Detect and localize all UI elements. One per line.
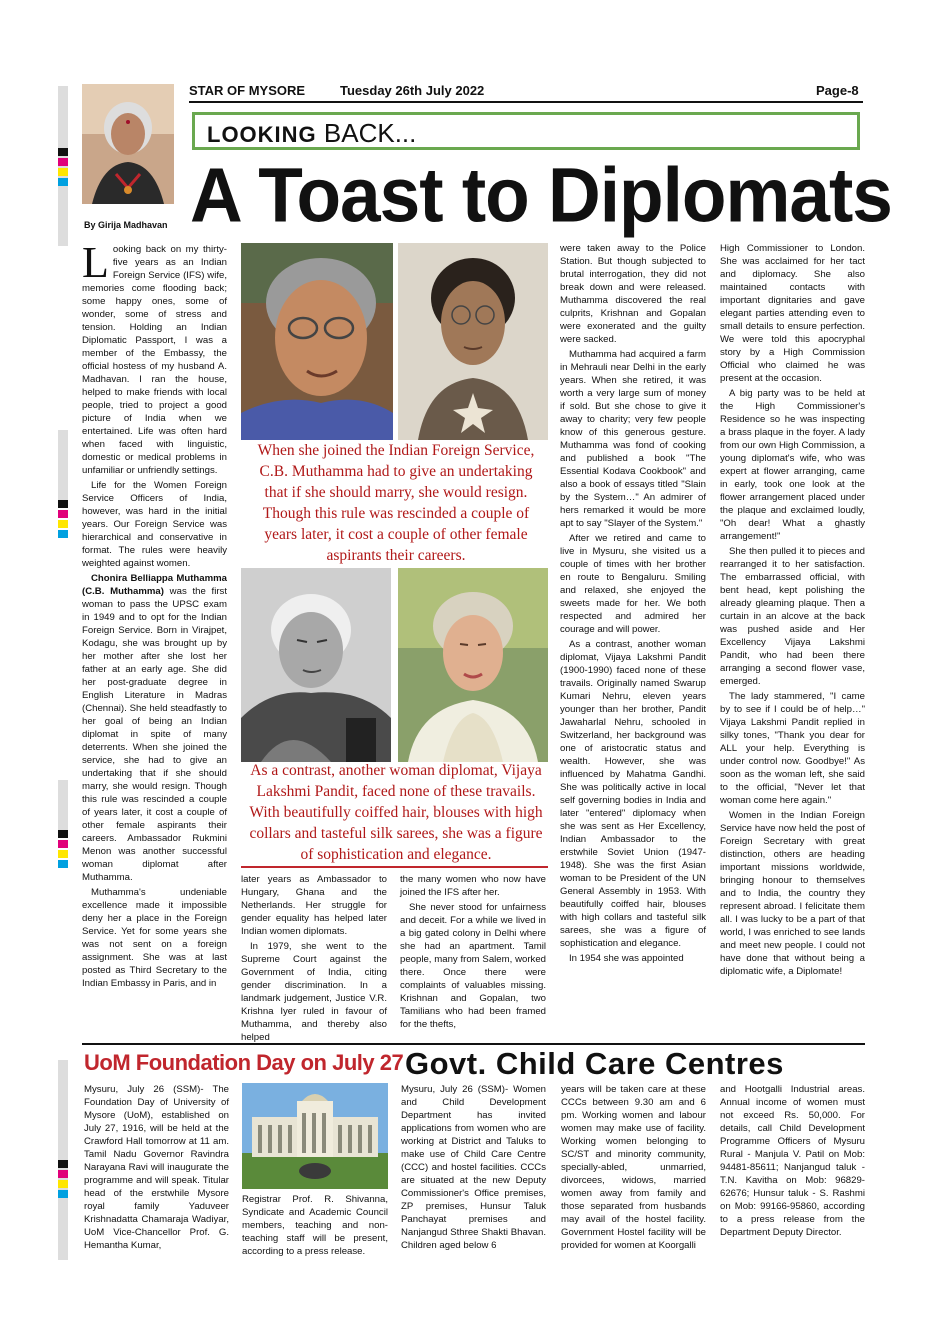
column-label-bold: LOOKING (207, 122, 317, 147)
header-rule (189, 101, 863, 103)
childcare-column-2 (561, 1083, 706, 1254)
article-paragraph: Life for the Women Foreign Service Officers of India, however, was hard in the initial years. Our Foreign Service was hierarchical and conservative in format. The rules were heavily weighted against women. (82, 480, 227, 569)
column-label (207, 118, 416, 150)
headline: A Toast to Diplomats (190, 153, 892, 239)
muthamma-name-lead: Chonira Belliappa Muthamma (C.B. Muthamma) (82, 573, 227, 597)
byline: By Girija Madhavan (84, 220, 168, 230)
muthamma-elderly-photo (241, 243, 393, 440)
article-paragraph-text: was the first woman to pass the UPSC exam in 1949 and to opt for the Indian Foreign Service. Born in Virajpet, Kodagu, she was brought up by her mother after she lost her father at an early age. She did her post-graduate degree in English Literature in Madras (Chennai). She held steadfastly to her goal of being an Indian diplomat in spite of many deterrents. When she joined the service, she had to give an undertaking that if she should marry, she would resign. Though this rule was rescinded a couple of years later, it cost a couple of other female aspirants their careers. Ambassador Rukmini Menon was another successful woman diplomat after Muthamma. (82, 586, 227, 883)
pull-quote-rule (241, 866, 548, 868)
article-column-1 (82, 238, 227, 992)
registration-mark (58, 840, 68, 848)
article-column-5 (720, 242, 865, 980)
childcare-column-1 (401, 1083, 546, 1254)
article-paragraph: In 1979, she went to the Supreme Court against the Government of India, citing gender discrimination. In a landmark judgement, Justice V.R. Krishna Iyer ruled in favour of Muthamma, and thereby also helped (241, 941, 387, 1043)
article-paragraph: In 1954 she was appointed (569, 953, 684, 964)
article-column-4 (560, 242, 706, 967)
registration-mark (58, 850, 68, 858)
registration-mark (58, 148, 68, 156)
article-paragraph (82, 572, 227, 884)
muthamma-young-photo (398, 243, 548, 440)
article-paragraph: the many women who now have joined the IFS after her. (400, 874, 546, 898)
registration-mark (58, 520, 68, 528)
registration-mark (58, 1190, 68, 1198)
article-paragraph: A big party was to be held at the High Commissioner's Residence so he was inspecting a brass plaque in the foyer. A lady from our own High Commission, a young diplomat's wife, who was expert at flower arranging, came in early, took one look at the flower arrangement placed under the plaque and exclaimed loudly, "Oh dear! What a ghastly arrangement!" (720, 388, 865, 542)
paper-name: STAR OF MYSORE (189, 83, 306, 98)
pull-quote-2: As a contrast, another woman diplomat, Vijaya Lakshmi Pandit, faced none of these travails. With beautifully coiffed hair, blouses with high collars and tasteful silk sarees, she was a figure of sophistication and elegance. (249, 762, 543, 863)
article-paragraph: Women in the Indian Foreign Service have now held the post of Foreign Secretary with great distinction, others are heading important missions worldwide, bringing honour to themselves and to India, the country they represent abroad. I felicitate them all. I was lucky to be a part of that world, I was enriched to see lands and meet new people. I could not have done that without being a diplomatic wife, a Diplomate! (720, 810, 865, 977)
article-paragraph: Muthamma's undeniable excellence made it impossible deny her a place in the Foreign Service. Yet for some years she was not sent on a foreign assignment. She was at last posted as Third Secretary to the Indian Embassy in Paris, and in (82, 887, 227, 989)
registration-bar (58, 780, 68, 830)
childcare-paragraph: Mysuru, July 26 (SSM)- Women and Child Development Department has invited applications from women who are working at District and Taluks to make use of Child Care Centre (CCC) and hostel facilities. CCCs are situated at the new Deputy Commissioner's Office premises, ZP premises, Hunsur Taluk Panchayat premises and Nanjangud Sthree Shakti Bhavan. Children aged below 6 (401, 1084, 546, 1251)
article-paragraph: She then pulled it to pieces and rearranged it to her satisfaction. The embarrassed official, with bent head, kept polishing the already gleaming plaque. Then a curtain in an alcove at the back was pushed aside and Her Excellency Vijaya Lakshmi Pandit, who had been there arranging a second flower vase, emerged. (720, 546, 865, 687)
uom-paragraph: Registrar Prof. R. Shivanna, Syndicate and Academic Council members, teaching and non-teaching staff will be present, according to a press release. (242, 1194, 388, 1257)
uom-column-1 (84, 1083, 229, 1254)
registration-mark (58, 500, 68, 508)
registration-mark (58, 158, 68, 166)
childcare-headline: Govt. Child Care Centres (405, 1046, 784, 1081)
article-paragraph: The lady stammered, "I came by to see if I could be of help…" Vijaya Lakshmi Pandit replied in silky tones, "Thank you dear for ALL your help. Everything is under control now. Goodbye!" As soon as the woman left, she said to the official, "Never let that woman come here again." (720, 691, 865, 806)
pull-quote-1: When she joined the Indian Foreign Service, C.B. Muthamma had to give an undertaking that if she should marry, she would resign. Though this rule was rescinded a couple of years later, it cost a couple of other female aspirants their careers. (257, 442, 535, 564)
uom-paragraph: Mysuru, July 26 (SSM)- The Foundation Day of University of Mysore (UoM), established on July 27, 1916, will be held at the Crawford Hall tomorrow at 11 am. Tamil Nadu Governor Ravindra Narayana Ravi will inaugurate the programme and will speak. Titular head of the erstwhile Mysore royal family Yaduveer Krishnadatta Chamaraja Wadiyar, UoM Vice-Chancellor Prof. G. Hemantha Kumar, (84, 1084, 229, 1251)
article-paragraph: later years as Ambassador to Hungary, Ghana and the Netherlands. Her struggle for gender equality has helped later Indian women diplomats. (241, 874, 387, 937)
article-paragraph: After we retired and came to live in Mysuru, she visited us a couple of times with her brother en route to Bengaluru. Smiling and relaxed, she enjoyed the sweets made for her. We both respected and admired her courage and will power. (560, 533, 706, 635)
article-paragraph: High Commissioner to London. She was acclaimed for her tact and diplomacy. She also maintained contacts with important dignitaries and gave elegant parties attending even to small details to ensure perfection. We were told this apocryphal story by a High Commission Official who claimed he was present at the occasion. (720, 243, 865, 384)
article-paragraph: As a contrast, another woman diplomat, Vijaya Lakshmi Pandit (1900-1990) faced none of these travails. Originally named Swarup Kumari Nehru, eleven years younger than her brother, Pandit Jawaharlal Nehru, schooled in Switzerland, her background was one of aristocratic status and wealth. However, she was influenced by Mahatma Gandhi. She was politically active in local self governing bodies in India and later "entered" diplomacy when she was sent as Her Excellency, Indian Ambassador to the erstwhile Soviet Union (1947-1948). She was the first Asian woman to be President of the UN General Assembly in 1953. With beautifully coiffed hair, blouses with high collars and tasteful silk sarees, she was a figure of sophistication and elegance. (560, 639, 706, 949)
article-paragraph-text: ooking back on my thirty-five years as an Indian Foreign Service (IFS) wife, memories come flooding back; some happy ones, some of wonder, some of stress and tension. Holding an Indian Diplomatic Passport, I was a member of the Embassy, the official hostess of my husband A. Madhavan. I ran the house, helped to make friends with local people, tried to project a good picture of India when we entertained. Life was often hard when faced with linguistic, domestic or medical problems in unfamiliar or unfriendly settings. (82, 244, 227, 476)
article-paragraph: Muthamma had acquired a farm in Mehrauli near Delhi in the early years. When she retired, it was worth a very large sum of money if sold. But she chose to give it away to charity; very few people know of this generous gesture. Muthamma was fond of cooking and published a book "The Essential Kodava Cookbook" and also a book of essays titled "Slain by the System…" An admirer of hers remarked it would be more apt to say "Slayer of the System." (560, 349, 706, 529)
childcare-column-3 (720, 1083, 865, 1241)
registration-mark (58, 830, 68, 838)
uom-column-2 (242, 1193, 388, 1260)
page-number: Page-8 (816, 83, 859, 98)
article-column-3 (400, 873, 546, 1033)
author-portrait (82, 84, 174, 204)
registration-mark (58, 860, 68, 868)
section-divider (82, 1043, 865, 1045)
uom-headline: UoM Foundation Day on July 27 (84, 1050, 404, 1075)
drop-cap: L (82, 238, 109, 287)
column-label-rest: BACK... (323, 118, 417, 148)
registration-mark (58, 1170, 68, 1178)
pandit-elderly-photo (241, 568, 391, 762)
registration-mark (58, 178, 68, 186)
article-paragraph: were taken away to the Police Station. But though subjected to brutal interrogation, they did not break down and were released. Muthamma discovered the real culprits, Krishnan and Gopalan were exonerated and the guilty were sacked. (560, 243, 706, 345)
registration-mark (58, 510, 68, 518)
issue-date: Tuesday 26th July 2022 (340, 83, 485, 98)
registration-mark (58, 168, 68, 176)
childcare-paragraph: years will be taken care at these CCCs between 9.30 am and 6 pm. Working women and labour women may make use of facility. Working women belonging to SC/ST and minority community, specially-abled, unmarried, divorcees, widows, married women away from family and those separated from husbands may avail of the hostel facility. Government Hostel facility will be provided for women at Koorgalli (561, 1084, 706, 1251)
registration-mark (58, 1160, 68, 1168)
article-paragraph: She never stood for unfairness and deceit. For a while we lived in a big gated colony in Delhi where she had an apartment. Tamil people, many from Salem, worked there. Once there were complaints of valuables missing. Krishnan and Gopalan, two Tamilians who had been framed for the thefts, (400, 902, 546, 1030)
article-paragraph (82, 238, 227, 477)
pandit-portrait-photo (398, 568, 548, 762)
registration-mark (58, 1180, 68, 1188)
childcare-paragraph: and Hootgalli Industrial areas. Annual income of women must not exceed Rs. 50,000. For details, call Child Development Programme Officers of Mysuru Rural - Manjula V. Patil on Mob: 94481-85611; Nanjangud taluk - T.N. Kavitha on Mob: 96829-62676; Hunsur taluk - S. Rashmi on Mob: 99166-95860, according to a press release from the Department Deputy Director. (720, 1084, 865, 1238)
article-column-2 (241, 873, 387, 1046)
registration-bar (58, 86, 68, 246)
registration-bar (58, 430, 68, 500)
crawford-hall-photo (242, 1083, 388, 1189)
registration-mark (58, 530, 68, 538)
